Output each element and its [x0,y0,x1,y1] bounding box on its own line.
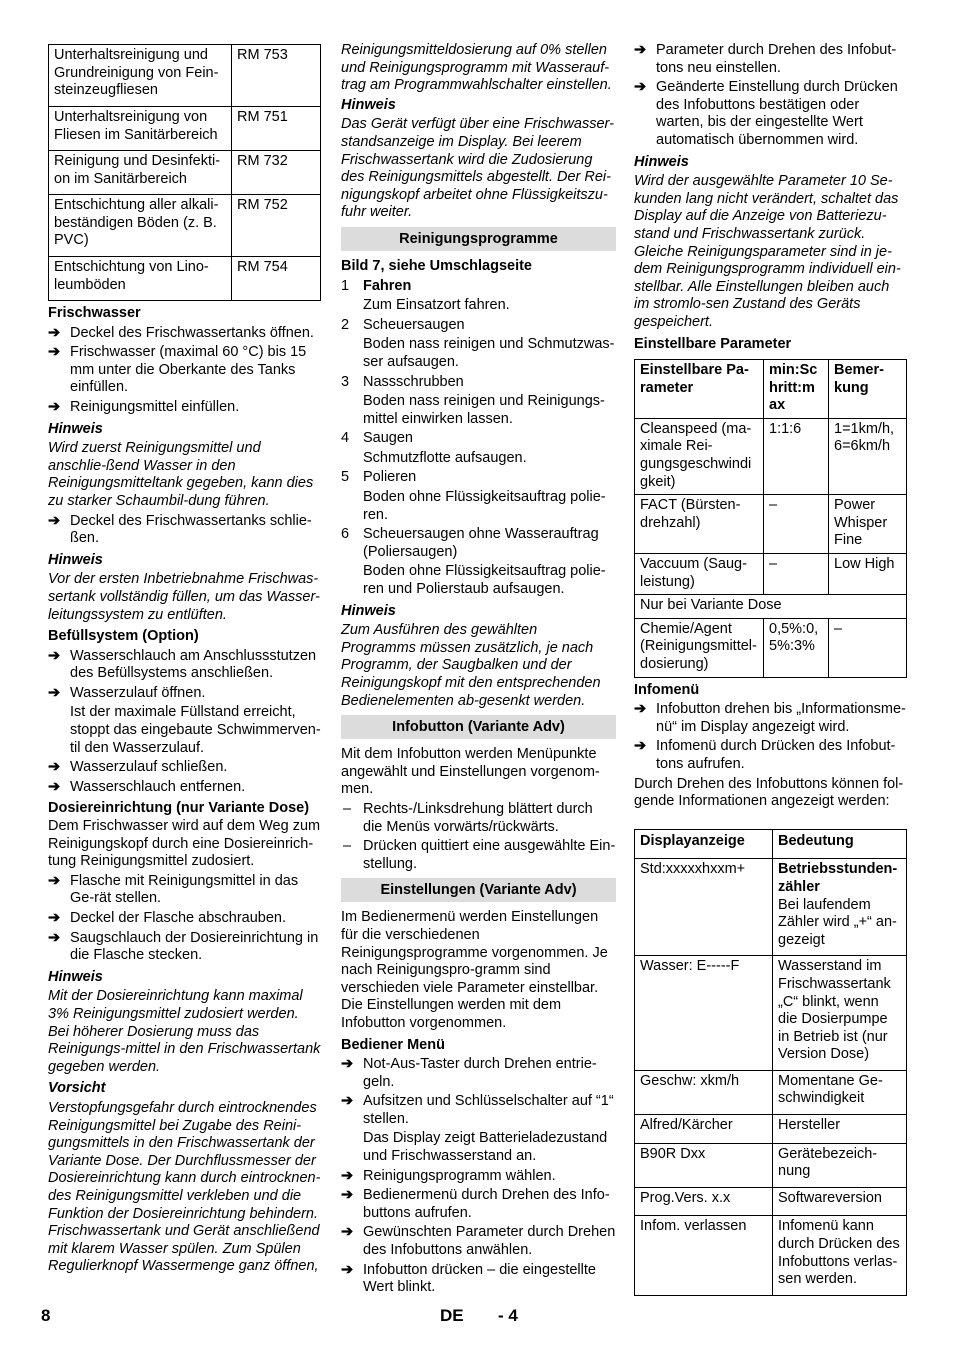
section-bar-programs: Reinigungsprogramme [341,227,616,251]
table-row: Wasser: E-----F Wasserstand im Frischwassertank „C“ blinkt, wenn die Dosierpumpe in Betrieb ist (nur Version Dose) [635,956,907,1071]
note-text: Reinigungsmitteldosierung auf 0% stellen und Reinigungsprogramm mit Wasserauf-trag am Programmwahlschalter einstellen. [341,42,612,94]
paragraph: Im Bedienermenü werden Einstellungen für die verschiedenen Reinigungsprogramme vorgenommen. Je nach Reinigungspro-gramm sind verschieden viele Parameter einstellbar. Die Einstellungen werden mit dem Infobutton vorgenommen. [341,909,608,1031]
note-text: Das Gerät verfügt über eine Frischwasser-standsanzeige im Display. Bei leerem Frischwassertank wird die Zudosierung des Reinigungsmittels abgestellt. Der Rei-nigungskopf arbeitet ohne Flüssigkeitszu-fuhr weiter. [341,116,614,221]
caution-heading: Vorsicht [48,1080,106,1097]
arrow-icon: ➔ [48,324,61,341]
section-heading: Befüllsystem (Option) [48,628,199,645]
table-row: FACT (Bürsten-drehzahl) – Power Whisper Fine [635,495,907,554]
table-row: Nur bei Variante Dose [635,595,907,619]
table-row: Geschw: xkm/h Momentane Ge-schwindigkeit [635,1070,907,1114]
note-text: Wird zuerst Reinigungsmittel und anschlie-ßend Wasser in den Reinigungsmitteltank gegeben, kann dies zu starker Schaumbil-dung führen. [48,440,314,509]
list-item: ➔ Geänderte Einstellung durch Drücken des Infobuttons bestätigen oder warten, bis der eingestellte Wert automatisch übernommen wird. [634,79,898,148]
page-number: 8 [41,1306,51,1325]
table-row: Entschichtung von Lino-leumböden RM 754 [49,257,321,301]
arrow-icon: ➔ [48,778,61,795]
arrow-icon: ➔ [48,512,61,529]
arrow-icon: ➔ [48,647,61,664]
arrow-icon: ➔ [48,872,61,889]
note-heading: Hinweis [48,551,103,568]
step-note: Ist der maximale Füllstand erreicht, stoppt das eingebaute Schwimmerven-til den Wasserzulauf. [70,704,321,756]
program-item: 2 Scheuersaugen [341,316,465,333]
list-item: ➔ Deckel der Flasche abschrauben. [48,910,287,926]
note-heading: Hinweis [341,96,396,113]
paragraph: Dem Frischwasser wird auf dem Weg zum Reinigungskopf durch eine Dosiereinrich-tung Reinigungsmittel zudosiert. [48,818,321,870]
column-1 [48,42,321,1276]
paragraph: Durch Drehen des Infobuttons können fol-gende Informationen angezeigt werden: [634,775,904,810]
arrow-icon: ➔ [48,759,61,776]
note-text: Mit der Dosiereinrichtung kann maximal 3% Reinigungsmittel zudosiert werden. Bei höherer Dosierung muss das Reinigungs-mittel in den Frischwassertank gegeben werden. [48,988,321,1075]
column-2: Reinigungsmitteldosierung auf 0% stellen und Reinigungsprogramm mit Wasserauf-trag am Programmwahlschalter einstellen. Hinweis Das Gerät verfügt über eine Frischwasser-standsanzeige im Display. Bei leerem Frischwassertank wird die Zudosierung des Reinigungsmittels abgestellt. Der Rei-nigungskopf arbeitet ohne Flüssigkeitszu-fuhr weiter. Reinigungsprogramme Bild 7, siehe Umschlagseite 1 Fahren Zum Einsatzort fahren. 2 Scheuersaugen Boden nass reinigen und Schmutzwas-ser aufsaugen. 3 Nassschrubben Boden nass reinigen und Reinigungs-mittel einwirken lassen. 4 Saugen Schmutzflotte aufsaugen. 5 Polieren Boden ohne Flüssigkeitsauftrag polie-ren. 6 Scheuersaugen ohne Wasserauftrag (Poliersaugen) Boden ohne Flüssigkeitsauftrag polie-ren und Polierstaub aufsaugen. Hinweis Zum Ausführen des gewählten Programms müssen zusätzlich, je nach Programm, der Saugbalken und der Reinigungskopf mit den entsprechenden Bedienelementen ab-gesenkt werden. Infobutton (Variante Adv) Mit dem Infobutton werden Menüpunkte angewählt und Einstellungen vorgenom-men. – Rechts-/Linksdrehung blättert durch die Menüs vorwärts/rückwärts. – Drücken quittiert eine ausgewählte Ein-stellung. Einstellungen (Variante Adv) Im Bedienermenü werden Einstellungen für die verschiedenen Reinigungsprogramme vorgenommen. Je nach Reinigungspro-gramm sind verschieden viele Parameter einstellbar. Die Einstellungen werden mit dem Infobutton vorgenommen. Bediener Menü ➔ Not-Aus-Taster durch Drehen entrie-geln. ➔ Aufsitzen und Schlüsselschalter auf “1“ stellen. Das Display zeigt Batterieladezustand und Frischwasserstand an. ➔ Reinigungsprogramm wählen. ➔ Bedienermenü durch Drehen des Info-buttons aufrufen. ➔ Gewünschten Parameter durch Drehen des Infobuttons anwählen. ➔ Infobutton drücken – die eingestellte Wert blinkt. [341,42,616,1296]
section-heading: Bediener Menü [341,1036,445,1053]
section-heading: Infomenü [634,681,700,698]
arrow-icon: ➔ [48,929,61,946]
list-item: ➔ Wasserzulauf öffnen. [48,684,206,701]
list-item: ➔ Saugschlauch der Dosiereinrichtung in die Flasche stecken. [48,929,319,964]
note-text: Zum Ausführen des gewählten Programms müssen zusätzlich, je nach Programm, der Saugbalken und der Reinigungskopf mit den entsprechenden Bedienelementen ab-gesenkt werden. [341,622,601,709]
language-code: DE [440,1306,464,1325]
list-item: ➔ Bedienermenü durch Drehen des Info-buttons aufrufen. [341,1187,610,1221]
table-row: Std:xxxxxhxxm+ Betriebsstunden-zähler Bei laufendem Zähler wird „+“ an-gezeigt [635,859,907,956]
list-item: ➔ Frischwasser (maximal 60 °C) bis 15 mm unter die Oberkante des Tanks einfüllen. [48,344,307,396]
step-note: Das Display zeigt Batterieladezustand und Frischwasserstand an. [363,1130,608,1165]
list-item: – Drücken quittiert eine ausgewählte Ein-stellung. [343,838,616,872]
list-item: ➔ Reinigungsmittel einfüllen. [48,398,240,415]
arrow-icon: ➔ [341,1261,354,1278]
table-header: Displayanzeige Bedeutung [635,829,907,859]
section-heading: Einstellbare Parameter [634,335,792,352]
program-item: 5 Polieren [341,469,417,486]
note-text: Vor der ersten Inbetriebnahme Frischwas-sertank vollständig füllen, um das Wasser-leitungssystem zu entlüften. [48,571,320,623]
section-bar-infobutton: Infobutton (Variante Adv) [341,715,616,739]
table-row: B90R Dxx Gerätebezeich-nung [635,1143,907,1187]
table-row: Vaccuum (Saug-leistung) – Low High [635,554,907,595]
list-item: ➔ Wasserschlauch entfernen. [48,778,246,795]
program-item: 6 Scheuersaugen ohne Wasserauftrag (Poliersaugen) [341,526,599,560]
table-header: Einstellbare Pa-rameter min:Sc hritt:m ax Bemer-kung [635,360,907,419]
arrow-icon: ➔ [341,1056,354,1073]
table-row: Cleanspeed (ma-ximale Rei-gungsgeschwindi gkeit) 1:1:6 1=1km/h, 6=6km/h [635,418,907,494]
section-heading: Dosiereinrichtung (nur Variante Dose) [48,800,310,817]
table-row: Infom. verlassen Infomenü kann durch Drücken des Infobuttons verlas-sen werden. [635,1216,907,1295]
note-heading: Hinweis [48,968,103,985]
display-info-table [634,829,907,1296]
arrow-icon: ➔ [48,684,61,701]
program-item: 3 Nassschrubben [341,373,464,390]
section-bar-settings: Einstellungen (Variante Adv) [341,878,616,902]
table-row: Entschichtung aller alkali-beständigen Böden (z. B. PVC) RM 752 [49,195,321,257]
list-item: ➔ Wasserzulauf schließen. [48,759,228,776]
list-item: ➔ Infobutton drehen bis „Informationsme-nü“ im Display angezeigt wird. [634,701,906,735]
list-item: ➔ Flasche mit Reinigungsmittel in das Ge-rät stellen. [48,872,299,907]
arrow-icon: ➔ [634,42,647,58]
note-text: Wird der ausgewählte Parameter 10 Se-kunden lang nicht verändert, schaltet das Display auf die Anzeige von Batteriezu-stand und Frischwassertank zurück. Gleiche Reinigungsparameter sind in je-dem Reinigungsprogramm individuell ein-stellbar. Alle Einstellungen bleiben auch im stromlo-sen Zustand des Geräts gespeichert. [634,173,901,330]
table-row: Unterhaltsreinigung und Grundreinigung von Fein-steinzeugfliesen RM 753 [49,45,321,107]
table-row: Reinigung und Desinfekti-on im Sanitärbereich RM 732 [49,151,321,195]
program-item: 4 Saugen [341,430,413,447]
arrow-icon: ➔ [48,910,61,926]
section-heading: Frischwasser [48,305,141,321]
table-row: Chemie/Agent (Reinigungsmittel-dosierung) 0,5%:0, 5%:3% – [635,618,907,677]
column-3 [634,42,907,1296]
arrow-icon: ➔ [341,1224,354,1241]
list-item: ➔ Infobutton drücken – die eingestellte Wert blinkt. [341,1261,596,1296]
note-heading: Hinweis [48,420,103,437]
cleaning-agent-table [48,44,321,301]
parameter-table [634,359,907,678]
list-item: ➔ Aufsitzen und Schlüsselschalter auf “1“ stellen. [341,1093,614,1127]
arrow-icon: ➔ [634,79,647,96]
page-sub-number: - 4 [498,1306,518,1325]
arrow-icon: ➔ [341,1187,354,1204]
arrow-icon: ➔ [341,1167,354,1184]
list-item: – Rechts-/Linksdrehung blättert durch die Menüs vorwärts/rückwärts. [343,800,593,835]
figure-reference: Bild 7, siehe Umschlagseite [341,257,532,274]
paragraph: Mit dem Infobutton werden Menüpunkte angewählt und Einstellungen vorgenom-men. [341,746,600,798]
list-item: ➔ Reinigungsprogramm wählen. [341,1167,556,1184]
arrow-icon: ➔ [48,344,61,361]
list-item: ➔ Gewünschten Parameter durch Drehen des Infobuttons anwählen. [341,1224,616,1259]
arrow-icon: ➔ [48,398,61,415]
arrow-icon: ➔ [634,738,647,755]
list-item: ➔ Deckel des Frischwassertanks schlie-ßen. [48,512,312,547]
arrow-icon: ➔ [634,701,647,718]
note-heading: Hinweis [634,153,689,170]
arrow-icon: ➔ [341,1093,354,1110]
list-item: ➔ Parameter durch Drehen des Infobut-tons neu einstellen. [634,42,897,76]
list-item: ➔ Deckel des Frischwassertanks öffnen. [48,324,314,341]
list-item: ➔ Wasserschlauch am Anschlussstutzen des Befüllsystems anschließen. [48,647,317,682]
table-row: Alfred/Kärcher Hersteller [635,1115,907,1144]
list-item: ➔ Not-Aus-Taster durch Drehen entrie-geln. [341,1056,597,1090]
caution-text: Verstopfungsgefahr durch eintrocknendes Reinigungsmittel bei Zugabe des Reini-gungsmittels in den Frischwassertank der Variante Dose. Der Durchflussmesser der Dosiereinrichtung kann durch eintrocknen-des Reinigungsmittel verkleben und die Funktion der Dosiereinrichtung behindern. Frischwassertank und Gerät anschließend mit klarem Wasser spülen. Zum Spülen Regulierknopf Wassermenge ganz öffnen, [48,1099,321,1275]
table-row: Prog.Vers. x.x Softwareversion [635,1187,907,1216]
table-row: Unterhaltsreinigung von Fliesen im Sanitärbereich RM 751 [49,107,321,151]
list-item: ➔ Infomenü durch Drücken des Infobut-tons aufrufen. [634,738,896,772]
note-heading: Hinweis [341,602,396,619]
program-item: 1 Fahren [341,277,412,294]
